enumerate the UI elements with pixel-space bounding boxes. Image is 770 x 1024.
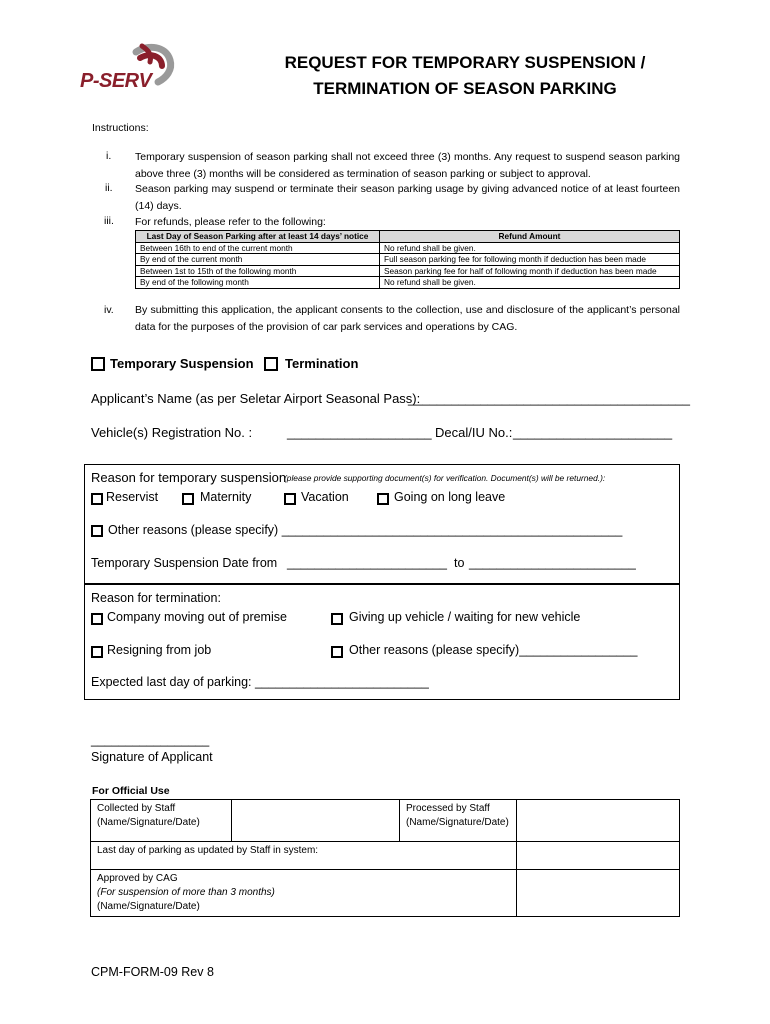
instruction-num: iii. — [104, 215, 114, 227]
reservist-checkbox[interactable] — [91, 493, 103, 505]
vehicle-registration-field[interactable]: ____________________ — [287, 425, 432, 440]
suspension-date-label: Temporary Suspension Date from — [91, 556, 278, 570]
vacation-checkbox[interactable] — [284, 493, 296, 505]
approved-input-cell[interactable] — [517, 870, 680, 917]
last-day-label: Last day of parking as updated by Staff in system: — [97, 845, 319, 856]
instruction-text: Season parking may suspend or terminate their season parking usage by giving advanced notice of at least fourteen (14) days. — [135, 183, 680, 212]
table-cell: Between 16th to end of the current month — [136, 242, 380, 254]
approved-sub: (Name/Signature/Date) — [97, 901, 200, 912]
table-row — [136, 277, 680, 289]
table-row — [136, 242, 680, 254]
suspension-checkbox[interactable] — [91, 357, 105, 371]
maternity-label: Maternity — [200, 490, 252, 504]
logo-text: P-SERV — [80, 70, 152, 92]
processed-input-cell[interactable] — [517, 800, 680, 842]
approved-note: (For suspension of more than 3 months) — [97, 887, 275, 898]
collected-input-cell[interactable] — [232, 800, 400, 842]
table-cell: No refund shall be given. — [380, 242, 680, 254]
last-day-cell — [91, 842, 517, 870]
table-cell: Between 1st to 15th of the following month — [136, 265, 380, 277]
signature-label: Signature of Applicant — [91, 750, 213, 764]
applicant-name-field[interactable]: _______________________________________ — [408, 391, 690, 406]
instruction-text: Temporary suspension of season parking shall not exceed three (3) months. Any request to suspend season parking above three (3) months will be considered as termination of season parking or subject to approval. — [135, 151, 680, 180]
refund-table — [135, 230, 680, 289]
pserv-logo — [78, 42, 188, 100]
title-line-1: REQUEST FOR TEMPORARY SUSPENSION / — [284, 53, 646, 72]
vehicle-registration-label: Vehicle(s) Registration No. : — [91, 425, 253, 440]
form-code: CPM-FORM-09 Rev 8 — [91, 965, 214, 979]
collected-sub: (Name/Signature/Date) — [97, 817, 200, 828]
approved-label: Approved by CAG — [97, 873, 178, 884]
suspension-reason-label: Reason for temporary suspension — [91, 470, 287, 485]
collected-label: Collected by Staff — [97, 803, 176, 814]
table-row — [91, 800, 680, 842]
table-header-row — [136, 231, 680, 243]
instruction-text: For refunds, please refer to the following: — [135, 216, 326, 228]
resigning-checkbox[interactable] — [91, 646, 103, 658]
long-leave-label: Going on long leave — [394, 490, 506, 504]
termination-checkbox[interactable] — [264, 357, 278, 371]
other-suspension-field[interactable]: Other reasons (please specify) _________________________________________________ — [108, 523, 623, 537]
termination-label: Termination — [285, 356, 359, 371]
last-day-input-cell[interactable] — [517, 842, 680, 870]
table-cell: No refund shall be given. — [380, 277, 680, 289]
table-row — [91, 870, 680, 917]
applicant-name-label: Applicant’s Name (as per Seletar Airport Seasonal Pass): — [91, 391, 421, 406]
table-row — [91, 842, 680, 870]
instruction-num: i. — [106, 150, 112, 162]
maternity-checkbox[interactable] — [182, 493, 194, 505]
table-row — [136, 265, 680, 277]
decal-field[interactable]: ______________________ — [513, 425, 673, 440]
signature-line[interactable]: _________________ — [91, 733, 210, 747]
moving-checkbox[interactable] — [91, 613, 103, 625]
official-use-title: For Official Use — [92, 785, 170, 797]
other-suspension-checkbox[interactable] — [91, 525, 103, 537]
processed-cell — [400, 800, 517, 842]
suspension-date-to-label: to — [454, 556, 465, 570]
suspension-date-from-field[interactable]: _______________________ — [287, 556, 447, 570]
other-termination-checkbox[interactable] — [331, 646, 343, 658]
form-title — [230, 50, 700, 102]
table-header: Last Day of Season Parking after at least 14 days’ notice — [136, 231, 380, 243]
table-row — [136, 254, 680, 266]
expected-last-day-field[interactable]: Expected last day of parking: _________________________ — [91, 675, 429, 689]
collected-cell — [91, 800, 232, 842]
instruction-num: iv. — [104, 304, 114, 316]
long-leave-checkbox[interactable] — [377, 493, 389, 505]
decal-label: Decal/IU No.: — [435, 425, 513, 440]
vacation-label: Vacation — [301, 490, 349, 504]
approved-cell — [91, 870, 517, 917]
reservist-label: Reservist — [106, 490, 159, 504]
table-header: Refund Amount — [380, 231, 680, 243]
processed-sub: (Name/Signature/Date) — [406, 817, 509, 828]
resigning-label: Resigning from job — [107, 643, 212, 657]
suspension-date-to-field[interactable]: ________________________ — [469, 556, 636, 570]
title-line-2: TERMINATION OF SEASON PARKING — [313, 79, 617, 98]
table-cell: By end of the current month — [136, 254, 380, 266]
instructions-label: Instructions: — [92, 122, 149, 134]
other-termination-field[interactable]: Other reasons (please specify)_________________ — [349, 643, 638, 657]
table-cell: By end of the following month — [136, 277, 380, 289]
table-cell: Season parking fee for half of following month if deduction has been made — [380, 265, 680, 277]
giving-up-vehicle-label: Giving up vehicle / waiting for new vehicle — [349, 610, 581, 624]
suspension-reason-note: (please provide supporting document(s) for verification. Document(s) will be returned.): — [284, 473, 606, 483]
table-cell: Full season parking fee for following month if deduction has been made — [380, 254, 680, 266]
processed-label: Processed by Staff — [406, 803, 490, 814]
moving-label: Company moving out of premise — [107, 610, 287, 624]
suspension-label: Temporary Suspension — [110, 356, 254, 371]
termination-reason-label: Reason for termination: — [91, 591, 221, 605]
giving-up-vehicle-checkbox[interactable] — [331, 613, 343, 625]
official-use-table — [90, 799, 680, 917]
instruction-text: By submitting this application, the applicant consents to the collection, use and disclosure of the applicant’s personal data for the purposes of the provision of car park services and operations by CAG. — [135, 304, 680, 333]
instruction-num: ii. — [105, 182, 113, 194]
